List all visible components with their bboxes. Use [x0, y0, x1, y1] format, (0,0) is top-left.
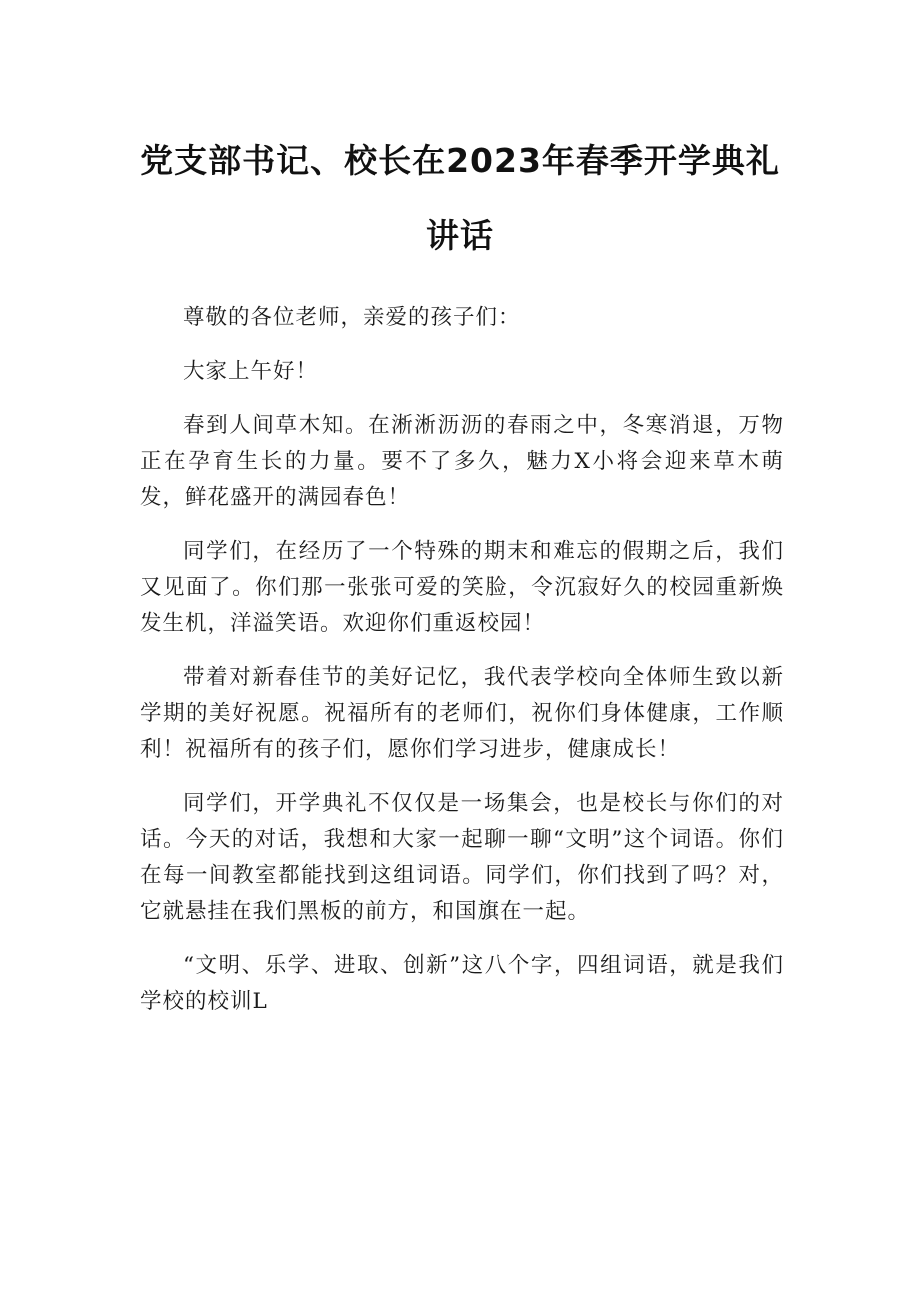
paragraph-school-motto: “文明、乐学、进取、创新”这八个字，四组词语，就是我们学校的校训L: [140, 953, 784, 1014]
paragraph-spring: 春到人间草木知。在淅淅沥沥的春雨之中，冬寒消退，万物正在孕育生长的力量。要不了多久，魅力X小将会迎来草木萌发，鲜花盛开的满园春色！: [140, 413, 784, 510]
paragraph-new-year-wishes: 带着对新春佳节的美好记忆，我代表学校向全体师生致以新学期的美好祝愿。祝福所有的老师们，祝你们身体健康，工作顺利！祝福所有的孩子们，愿你们学习进步，健康成长！: [140, 665, 784, 762]
document-title-line-1: 党支部书记、校长在2023年春季开学典礼: [140, 141, 780, 180]
paragraph-civilization-dialogue: 同学们，开学典礼不仅仅是一场集会，也是校长与你们的对话。今天的对话，我想和大家一起聊一聊“文明”这个词语。你们在每一间教室都能找到这组词语。同学们，你们找到了吗？对，它就悬挂在我们黑板的前方，和国旗在一起。: [140, 791, 784, 924]
paragraph-greeting: 大家上午好！: [183, 359, 319, 384]
paragraph-welcome-back: 同学们，在经历了一个特殊的期末和难忘的假期之后，我们又见面了。你们那一张张可爱的笑脸，令沉寂好久的校园重新焕发生机，洋溢笑语。欢迎你们重返校园！: [140, 539, 784, 636]
paragraph-salutation: 尊敬的各位老师，亲爱的孩子们：: [183, 305, 521, 330]
document-body: [140, 300, 784, 1020]
document-title-line-2: 讲话: [426, 216, 494, 255]
